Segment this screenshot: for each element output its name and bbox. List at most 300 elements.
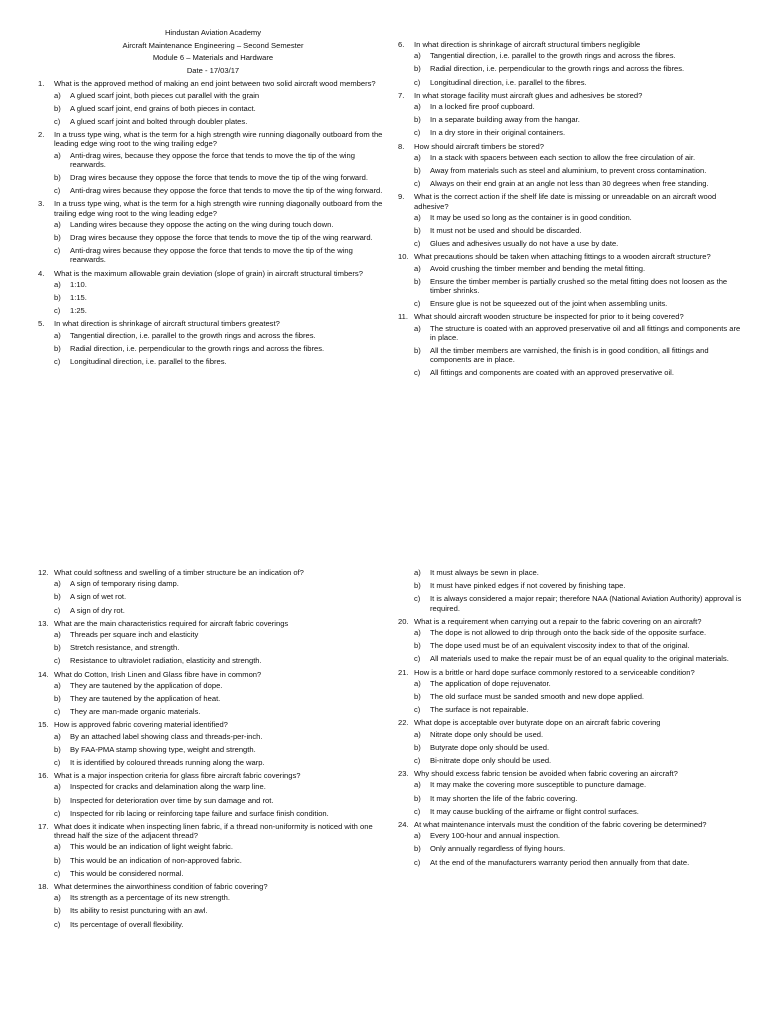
option-letter: b)	[414, 115, 421, 125]
option	[54, 151, 388, 169]
option-letter: b)	[414, 346, 421, 356]
option-text: Radial direction, i.e. perpendicular to the growth rings and across the fibres.	[430, 64, 685, 74]
question-number: 16.	[38, 771, 49, 781]
question-number: 7.	[398, 90, 405, 100]
course-title: Aircraft Maintenance Engineering – Second Semester	[122, 40, 304, 50]
option-text: Inspected for deterioration over time by sun damage and rot.	[70, 795, 274, 805]
question-number: 3.	[38, 199, 45, 209]
option-list	[54, 579, 388, 615]
option-letter: b)	[414, 166, 421, 176]
question-number: 6.	[398, 40, 405, 49]
option-list	[54, 331, 388, 367]
column-left	[38, 568, 388, 933]
option-text: It is always considered a major repair; therefore NAA (National Aviation Authority) approval is required.	[430, 594, 742, 613]
option-letter: b)	[414, 793, 421, 803]
option-letter: c)	[414, 806, 421, 816]
question-number: 20.	[398, 616, 409, 626]
option	[414, 368, 743, 377]
option-text: Drag wires because they oppose the force that tends to move the tip of the wing forward.	[70, 172, 369, 182]
option	[54, 869, 388, 878]
option-text: Tangential direction, i.e. parallel to the growth rings and across the fibres.	[430, 51, 676, 61]
question-text: How is approved fabric covering material identified?	[54, 720, 228, 730]
option	[414, 641, 743, 650]
option-text: This would be an indication of light weight fabric.	[70, 842, 233, 852]
option	[54, 842, 388, 851]
option-text: A glued scarf joint, both pieces cut parallel with the grain	[70, 90, 260, 100]
option-list	[54, 732, 388, 768]
option	[54, 344, 388, 353]
option-list	[414, 324, 743, 378]
question-item	[398, 769, 743, 816]
option-list	[414, 780, 743, 816]
option-letter: a)	[54, 579, 61, 589]
option-text: They are tautened by the application of heat.	[70, 694, 221, 704]
option-text: Its percentage of overall flexibility.	[70, 919, 184, 929]
option-text: Ensure the timber member is partially crushed so the metal fitting does not loosen as the timber shrinks.	[430, 276, 728, 296]
question-item	[398, 617, 743, 664]
option-letter: a)	[414, 628, 421, 638]
question-text: What dope is acceptable over butyrate dope on an aircraft fabric covering	[414, 718, 661, 728]
question-line	[398, 312, 743, 321]
question-item	[38, 269, 388, 316]
option-text: They are tautened by the application of dope.	[70, 680, 223, 690]
question-text: What is a major inspection criteria for glass fibre aircraft fabric coverings?	[54, 771, 301, 781]
option-list	[414, 264, 743, 309]
option-list	[414, 51, 743, 87]
option-text: By an attached label showing class and threads-per-inch.	[70, 731, 263, 741]
option-text: The application of dope rejuvenator.	[430, 678, 551, 688]
option-list	[54, 842, 388, 878]
option-text: It must always be sewn in place.	[430, 568, 539, 577]
option-letter: c)	[414, 756, 421, 766]
option-text: It may cause buckling of the airframe or flight control surfaces.	[430, 806, 639, 816]
option-text: It is identified by coloured threads running along the warp.	[70, 758, 265, 768]
option	[54, 331, 388, 340]
option-text: All the timber members are varnished, the finish is in good condition, all fittings and components are in place.	[430, 346, 709, 365]
option	[414, 794, 743, 803]
option	[54, 707, 388, 716]
question-line	[398, 252, 743, 261]
column-left	[38, 28, 388, 370]
option-letter: c)	[414, 128, 421, 138]
option-letter: c)	[54, 306, 61, 316]
option	[414, 581, 743, 590]
question-text: What is the maximum allowable grain deviation (slope of grain) in aircraft structural timbers?	[54, 268, 363, 278]
option-letter: c)	[54, 868, 61, 878]
page-gap	[0, 522, 768, 536]
option	[54, 856, 388, 865]
option-text: The old surface must be sanded smooth and new dope applied.	[430, 692, 645, 702]
option-text: In a separate building away from the hangar.	[430, 115, 580, 125]
option	[54, 920, 388, 929]
question-number: 13.	[38, 618, 49, 628]
question-line	[38, 130, 388, 148]
question-number: 5.	[38, 319, 45, 329]
option-text: It may shorten the life of the fabric covering.	[430, 793, 578, 803]
option	[414, 756, 743, 765]
question-line	[38, 568, 388, 577]
option-text: Anti-drag wires because they oppose the force that tends to move the tip of the wing forward.	[70, 186, 383, 196]
question-item	[38, 568, 388, 615]
option-list	[414, 102, 743, 138]
option-letter: b)	[54, 232, 61, 242]
option-letter: c)	[414, 594, 421, 604]
option-letter: a)	[54, 330, 61, 340]
option-text: It must have pinked edges if not covered by finishing tape.	[430, 581, 626, 591]
document-date: Date - 17/03/17	[186, 66, 240, 76]
column-right	[398, 568, 743, 871]
option-letter: c)	[54, 356, 61, 366]
option-letter: b)	[414, 226, 421, 236]
option-letter: c)	[54, 246, 61, 256]
option-list	[54, 280, 388, 316]
option	[414, 213, 743, 222]
option	[54, 91, 388, 100]
option	[414, 692, 743, 701]
option	[54, 745, 388, 754]
question-line	[38, 319, 388, 328]
option-letter: b)	[54, 172, 61, 182]
question-line	[38, 79, 388, 88]
option-text: Bi-nitrate dope only should be used.	[430, 756, 552, 766]
option-text: They are man-made organic materials.	[70, 707, 201, 717]
option-letter: b)	[54, 103, 61, 113]
option-letter: b)	[414, 641, 421, 651]
question-number: 22.	[398, 718, 409, 728]
option-letter: b)	[414, 64, 421, 74]
question-line	[38, 882, 388, 891]
option	[54, 809, 388, 818]
option-text: It may be used so long as the container is in good condition.	[430, 212, 632, 222]
question-line	[38, 670, 388, 679]
option-letter: b)	[54, 855, 61, 865]
option	[414, 153, 743, 162]
question-item	[398, 142, 743, 189]
option-letter: c)	[414, 239, 421, 249]
option	[414, 115, 743, 124]
option-text: The surface is not repairable.	[430, 705, 529, 715]
question-line	[398, 718, 743, 727]
option-letter: a)	[414, 51, 421, 61]
option-letter: a)	[414, 263, 421, 273]
option	[414, 594, 743, 612]
option-letter: c)	[54, 116, 61, 126]
option-text: 1:15.	[70, 292, 87, 302]
question-line	[398, 617, 743, 626]
option-text: The structure is coated with an approved preservative oil and all fittings and components are in place.	[430, 323, 741, 342]
module-title: Module 6 – Materials and Hardware	[152, 53, 274, 63]
option	[414, 780, 743, 789]
option-text: The dope used must be of an equivalent viscosity index to that of the original.	[430, 641, 690, 651]
option-text: Glues and adhesives usually do not have a use by date.	[430, 239, 619, 249]
question-text: What precautions should be taken when attaching fittings to a wooden aircraft structure?	[414, 252, 711, 262]
question-item	[38, 619, 388, 666]
question-number: 2.	[38, 130, 45, 140]
question-list	[398, 617, 743, 867]
question-list	[38, 79, 388, 366]
option-text: Stretch resistance, and strength.	[70, 643, 180, 653]
option	[54, 643, 388, 652]
option	[54, 694, 388, 703]
question-item	[38, 199, 388, 264]
option-text: Landing wires because they oppose the acting on the wing during touch down.	[70, 219, 334, 229]
question-number: 9.	[398, 192, 405, 202]
option-list	[414, 679, 743, 715]
option	[54, 357, 388, 366]
option-text: Resistance to ultraviolet radiation, elasticity and strength.	[70, 656, 262, 666]
option-letter: b)	[54, 643, 61, 653]
question-text: Why should excess fabric tension be avoided when fabric covering an aircraft?	[414, 769, 678, 779]
option	[414, 51, 743, 60]
question-number: 10.	[398, 252, 409, 262]
option	[414, 654, 743, 663]
option	[414, 102, 743, 111]
question-item	[398, 820, 743, 867]
option-text: Only annually regardless of flying hours.	[430, 844, 566, 854]
question-item	[38, 79, 388, 126]
question-text: At what maintenance intervals must the condition of the fabric covering be determined?	[414, 820, 707, 830]
option	[414, 78, 743, 87]
option-list	[414, 730, 743, 766]
option-letter: c)	[414, 299, 421, 309]
option	[54, 306, 388, 315]
question-number: 18.	[38, 882, 49, 892]
option	[54, 117, 388, 126]
option-text: In a dry store in their original containers.	[430, 128, 566, 138]
question-text: How is a brittle or hard dope surface commonly restored to a serviceable condition?	[414, 667, 695, 677]
option-text: Inspected for cracks and delamination along the warp line.	[70, 782, 266, 792]
option	[414, 844, 743, 853]
option-letter: c)	[54, 758, 61, 768]
option-letter: a)	[54, 150, 61, 160]
option-letter: c)	[414, 179, 421, 189]
option-text: A glued scarf joint and bolted through doubler plates.	[70, 116, 248, 126]
option-letter: a)	[414, 212, 421, 222]
option	[54, 656, 388, 665]
question-list	[38, 568, 388, 929]
option	[414, 858, 743, 867]
option-letter: b)	[414, 276, 421, 286]
question-number: 8.	[398, 141, 405, 151]
option-letter: a)	[54, 842, 61, 852]
question-line	[398, 192, 743, 210]
option	[414, 705, 743, 714]
option-letter: c)	[414, 77, 421, 87]
option-letter: c)	[414, 857, 421, 867]
question-text: In what direction is shrinkage of aircraft structural timbers greatest?	[54, 319, 280, 329]
option-letter: a)	[414, 831, 421, 841]
question-line	[398, 142, 743, 151]
option-letter: c)	[54, 707, 61, 717]
option-letter: b)	[54, 592, 61, 602]
option-text: Radial direction, i.e. perpendicular to the growth rings and across the fibres.	[70, 343, 325, 353]
question-text: What are the main characteristics required for aircraft fabric coverings	[54, 618, 289, 628]
question-text: What determines the airworthiness condition of fabric covering?	[54, 882, 268, 892]
question-item	[398, 252, 743, 308]
option-letter: a)	[54, 279, 61, 289]
option	[54, 579, 388, 588]
option-letter: c)	[54, 186, 61, 196]
option-letter: a)	[414, 152, 421, 162]
question-item	[398, 91, 743, 138]
question-item	[398, 668, 743, 715]
question-text: What do Cotton, Irish Linen and Glass fibre have in common?	[54, 669, 262, 679]
option-text: This would be an indication of non-approved fabric.	[70, 855, 242, 865]
option	[54, 233, 388, 242]
question-text: What should aircraft wooden structure be inspected for prior to it being covered?	[414, 312, 684, 322]
question-text: What could softness and swelling of a timber structure be an indication of?	[54, 568, 304, 577]
option-text: At the end of the manufacturers warranty period then annually from that date.	[430, 857, 690, 867]
question-item	[398, 312, 743, 377]
option-text: A glued scarf joint, end grains of both pieces in contact.	[70, 103, 256, 113]
option-letter: a)	[54, 219, 61, 229]
option	[414, 239, 743, 248]
option	[54, 732, 388, 741]
option-letter: c)	[414, 705, 421, 715]
option-letter: c)	[54, 656, 61, 666]
question-number: 11.	[398, 312, 408, 322]
option	[54, 630, 388, 639]
question-text: What is the approved method of making an end joint between two solid aircraft wood members?	[54, 79, 376, 89]
option-text: Always on their end grain at an angle not less than 30 degrees when free standing.	[430, 179, 709, 189]
option	[54, 293, 388, 302]
option	[54, 592, 388, 601]
option-list	[54, 630, 388, 666]
question-line	[398, 91, 743, 100]
question-number: 21.	[398, 667, 409, 677]
option-letter: a)	[414, 323, 421, 333]
option-text: Butyrate dope only should be used.	[430, 742, 550, 752]
option	[414, 277, 743, 295]
option-letter: b)	[414, 742, 421, 752]
question-text: What is the correct action if the shelf life date is missing or unreadable on an aircraft wood adhesive?	[414, 192, 717, 211]
option	[54, 606, 388, 615]
option	[54, 173, 388, 182]
question-line	[398, 769, 743, 778]
question-number: 14.	[38, 669, 49, 679]
question-number: 15.	[38, 720, 49, 730]
question-text: What does it indicate when inspecting linen fabric, if a thread non-uniformity is noticed with one thread half the size of the adjacent thread?	[54, 822, 373, 841]
option-text: Its strength as a percentage of its new strength.	[70, 893, 230, 903]
question-text: How should aircraft timbers be stored?	[414, 141, 544, 151]
option-letter: a)	[54, 630, 61, 640]
option-list	[54, 893, 388, 929]
question-text: What is a requirement when carrying out a repair to the fabric covering on an aircraft?	[414, 616, 702, 626]
option	[54, 220, 388, 229]
option	[54, 893, 388, 902]
question-line	[38, 619, 388, 628]
option-letter: c)	[414, 654, 421, 664]
option-letter: b)	[54, 292, 61, 302]
option-text: Tangential direction, i.e. parallel to the growth rings and across the fibres.	[70, 330, 316, 340]
option-text: This would be considered normal.	[70, 868, 184, 878]
question-line	[398, 668, 743, 677]
option	[54, 782, 388, 791]
option-letter: b)	[54, 343, 61, 353]
option-list	[54, 91, 388, 127]
option-letter: a)	[54, 90, 61, 100]
option-list	[414, 831, 743, 867]
option-text: Anti-drag wires because they oppose the force that tends to move the tip of the wing rearwards.	[70, 246, 353, 265]
option-text: Every 100-hour and annual inspection.	[430, 831, 561, 841]
option-list	[414, 213, 743, 249]
option	[414, 299, 743, 308]
option-letter: b)	[54, 906, 61, 916]
option-text: It must not be used and should be discarded.	[430, 226, 582, 236]
option-text: A sign of dry rot.	[70, 605, 125, 615]
option-letter: a)	[414, 102, 421, 112]
option	[414, 568, 743, 577]
question-item	[38, 319, 388, 366]
option-text: Inspected for rib lacing or reinforcing tape failure and surface finish condition.	[70, 808, 329, 818]
column-right	[398, 40, 743, 382]
option	[414, 128, 743, 137]
question-item	[398, 40, 743, 87]
option-text: All fittings and components are coated with an approved preservative oil.	[430, 368, 674, 378]
option	[54, 906, 388, 915]
question-line	[398, 40, 743, 49]
continued-options	[414, 568, 743, 613]
option	[54, 758, 388, 767]
option-text: It may make the covering more susceptible to puncture damage.	[430, 780, 647, 790]
option	[54, 186, 388, 195]
option-text: The dope is not allowed to drip through onto the back side of the opposite surface.	[430, 628, 707, 638]
option-text: 1:25.	[70, 306, 87, 316]
option-letter: b)	[414, 844, 421, 854]
question-item	[38, 670, 388, 717]
option-text: Its ability to resist puncturing with an awl.	[70, 906, 208, 916]
option-letter: b)	[414, 581, 421, 591]
option-letter: a)	[54, 782, 61, 792]
option-letter: b)	[54, 744, 61, 754]
option	[54, 796, 388, 805]
option-text: A sign of temporary rising damp.	[70, 579, 179, 589]
question-line	[38, 822, 388, 840]
option-letter: c)	[414, 368, 421, 378]
option-list	[414, 153, 743, 189]
question-list	[398, 40, 743, 378]
question-item	[38, 720, 388, 767]
option-letter: c)	[54, 919, 61, 929]
question-item	[38, 822, 388, 878]
option-letter: b)	[54, 795, 61, 805]
question-text: In a truss type wing, what is the term for a high strength wire running diagonally outboard from the trailing edge wing root to the wing leading edge?	[54, 199, 383, 218]
option	[414, 226, 743, 235]
question-line	[38, 771, 388, 780]
option-text: Away from materials such as steel and aluminium, to prevent cross contamination.	[430, 166, 707, 176]
option	[414, 166, 743, 175]
question-number: 24.	[398, 820, 409, 830]
question-line	[38, 269, 388, 278]
question-item	[398, 718, 743, 765]
option	[54, 681, 388, 690]
option-text: In a stack with spacers between each section to allow the free circulation of air.	[430, 152, 696, 162]
option-text: All materials used to make the repair must be of an equal quality to the original materials.	[430, 654, 729, 664]
question-line	[38, 720, 388, 729]
question-line	[38, 199, 388, 217]
document-header	[38, 28, 388, 75]
option-list	[414, 628, 743, 664]
option-letter: a)	[54, 731, 61, 741]
option	[414, 346, 743, 364]
option-letter: b)	[414, 692, 421, 702]
option	[414, 628, 743, 637]
option-text: Anti-drag wires, because they oppose the force that tends to move the tip of the wing rearwards.	[70, 150, 355, 169]
option	[414, 831, 743, 840]
option-text: A sign of wet rot.	[70, 592, 127, 602]
question-text: In what direction is shrinkage of aircraft structural timbers negligible	[414, 40, 641, 49]
option	[54, 280, 388, 289]
